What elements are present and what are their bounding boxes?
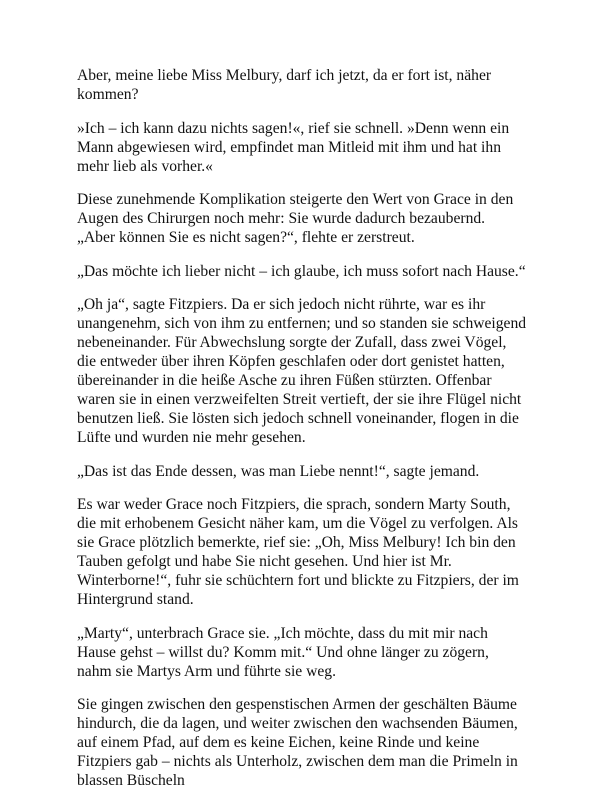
paragraph-1: Aber, meine liebe Miss Melbury, darf ich jetzt, da er fort ist, näher kommen?	[77, 67, 492, 103]
paragraph-7: Es war weder Grace noch Fitzpiers, die sprach, sondern Marty South, die mit erhobenem Gesicht näher kam, um die Vögel zu verfolgen. Als sie Grace plötzlich bemerkte, rief sie: „Oh, Miss Melbury! Ich bin den Tauben gefolgt und habe Sie nicht gesehen. Und hier ist Mr. Winterborne!“, fuhr sie schüchtern fort und blickte zu Fitzpiers, der im Hintergrund stand.	[77, 496, 519, 608]
document-page	[77, 66, 527, 805]
paragraph-5: „Oh ja“, sagte Fitzpiers. Da er sich jedoch nicht rührte, war es ihr unangenehm, sich von ihm zu entfernen; und so standen sie schweigend nebeneinander. Für Abwechslung sorgte der Zufall, dass zwei Vögel, die entweder über ihren Köpfen geschlafen oder dort genistet hatten, übereinander in die heiße Asche zu ihren Füßen stürzten. Offenbar waren sie in einen verzweifelten Streit vertieft, der sie ihre Flügel nicht benutzen ließ. Sie lösten sich jedoch schnell voneinander, flogen in die Lüfte und wurden nie mehr gesehen.	[77, 296, 527, 446]
paragraph-3: Diese zunehmende Komplikation steigerte den Wert von Grace in den Augen des Chirurgen noch mehr: Sie wurde dadurch bezaubernd. „Aber können Sie es nicht sagen?“, flehte er zerstreut.	[77, 191, 514, 246]
paragraph-8: „Marty“, unterbrach Grace sie. „Ich möchte, dass du mit mir nach Hause gehst – willst du? Komm mit.“ Und ohne länger zu zögern, nahm sie Martys Arm und führte sie weg.	[77, 624, 489, 680]
paragraph-4: „Das möchte ich lieber nicht – ich glaube, ich muss sofort nach Hause.“	[77, 262, 526, 280]
paragraph-9: Sie gingen zwischen den gespenstischen Armen der geschälten Bäume hindurch, die da lagen, und weiter zwischen den wachsenden Bäumen, auf einem Pfad, auf dem es keine Eichen, keine Rinde und keine Fitzpiers gab – nichts als Unterholz, zwischen dem man die Primeln in blassen Büscheln	[77, 696, 518, 789]
paragraph-2: »Ich – ich kann dazu nichts sagen!«, rief sie schnell. »Denn wenn ein Mann abgewiesen wird, empfindet man Mitleid mit ihm und hat ihn mehr lieb als vorher.«	[77, 119, 510, 175]
paragraph-6: „Das ist das Ende dessen, was man Liebe nennt!“, sagte jemand.	[77, 462, 480, 480]
